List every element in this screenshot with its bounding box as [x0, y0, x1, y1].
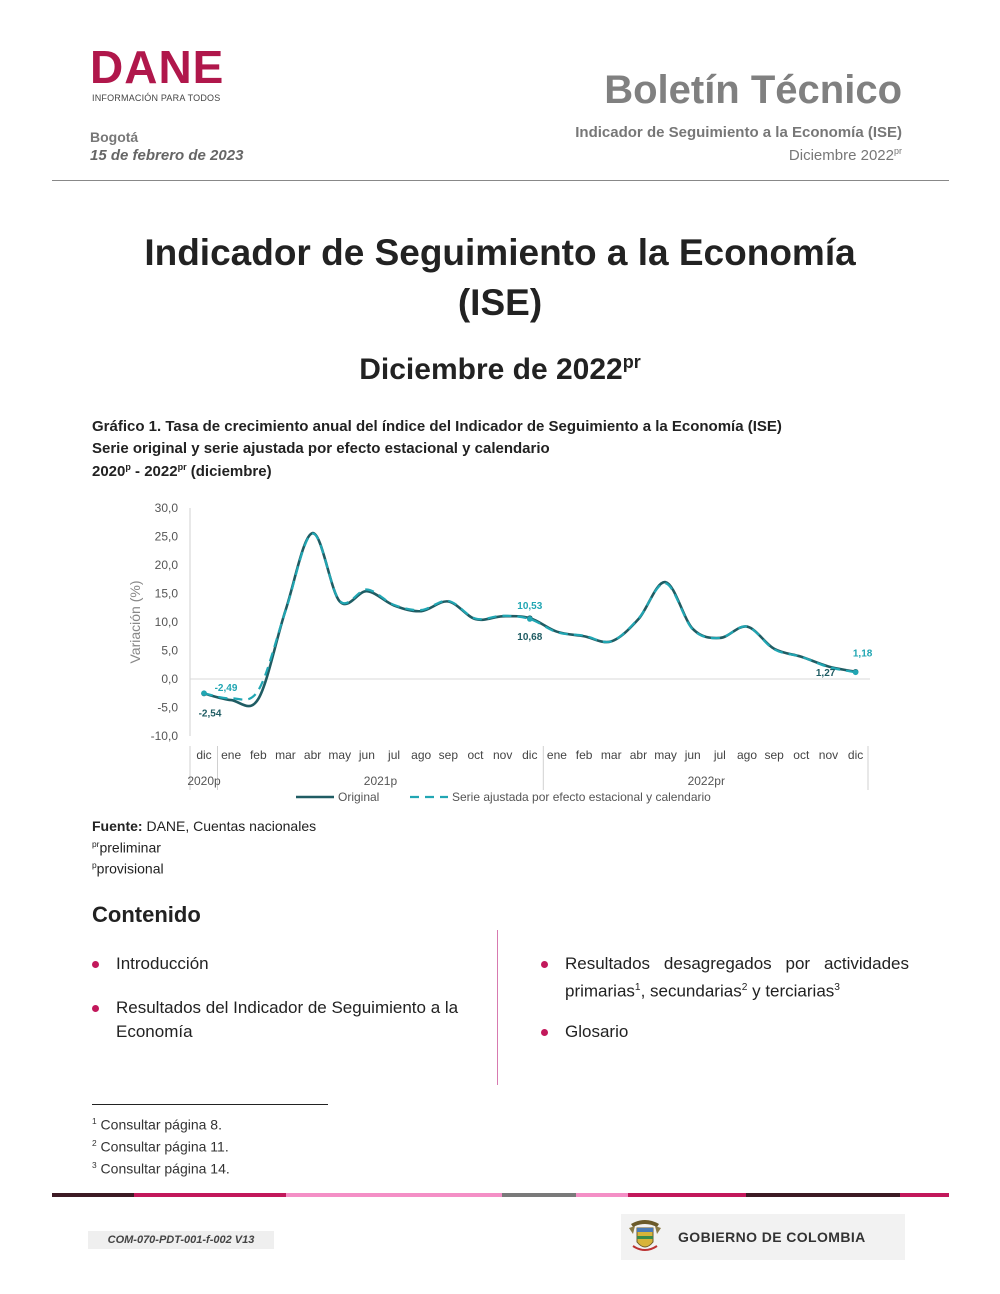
pr-note	[92, 839, 161, 856]
footer-bar-segment-7	[746, 1193, 900, 1197]
data-label: 1,18	[852, 648, 873, 660]
footer-bar-segment-6	[628, 1193, 746, 1197]
bulletin-period	[789, 146, 902, 164]
footer-bar-segment-1	[52, 1193, 134, 1197]
contents-item-resultados-desagregados[interactable]	[541, 952, 911, 1002]
x-tick-label: ene	[221, 748, 242, 762]
data-label: -2,49	[214, 683, 238, 695]
data-point-marker	[201, 690, 207, 696]
pr-sup: pr	[92, 839, 100, 849]
contents-column-divider	[497, 930, 498, 1085]
bullet-icon	[92, 1005, 99, 1012]
x-tick-label: jun	[358, 748, 375, 762]
data-label: 10,53	[517, 600, 543, 612]
contents-item-label: Resultados del Indicador de Seguimiento a la	[116, 998, 459, 1017]
legend-label-adjusted: Serie ajustada por efecto estacional y calendario	[452, 790, 711, 804]
footer-bar-segment-3	[286, 1193, 502, 1197]
bulletin-subtitle: Indicador de Seguimiento a la Economía (ISE)	[575, 124, 902, 141]
x-tick-label: ago	[411, 748, 432, 762]
page-title-line1: Indicador de Seguimiento a la Economía	[144, 232, 856, 273]
x-tick-label: mar	[600, 748, 622, 762]
y-tick-label: 15,0	[154, 586, 178, 601]
footnote-number: 2	[92, 1138, 97, 1148]
document-code: COM-070-PDT-001-f-002 V13	[88, 1231, 274, 1249]
x-tick-label: abr	[303, 748, 322, 762]
footnote-text: Consultar página 11.	[96, 1138, 229, 1155]
x-tick-label: nov	[492, 748, 513, 762]
pr-text: preliminar	[99, 839, 161, 856]
city: Bogotá	[90, 129, 139, 145]
dane-logo: DANE	[90, 41, 225, 93]
x-tick-label: ago	[736, 748, 758, 762]
footnote-3	[92, 1160, 230, 1177]
footer-bar-segment-4	[502, 1193, 576, 1197]
data-point-marker	[853, 669, 859, 675]
dane-logo-tagline: INFORMACIÓN PARA TODOS	[92, 93, 221, 103]
x-tick-label: sep	[438, 748, 459, 762]
source-label: Fuente:	[92, 818, 143, 834]
government-label: GOBIERNO DE COLOMBIA	[678, 1229, 866, 1245]
caption-sup-a: p	[125, 462, 131, 472]
ise-line-chart	[0, 490, 1000, 810]
footnote-ref-2[interactable]: 2	[741, 982, 748, 993]
subtitle-text: Diciembre de 2022	[359, 353, 623, 386]
x-tick-label: may	[328, 748, 352, 762]
footnote-number: 3	[92, 1160, 97, 1170]
y-tick-label: 20,0	[154, 558, 178, 572]
y-tick-label: 30,0	[154, 501, 178, 515]
y-tick-label: 10,0	[154, 615, 178, 629]
legend-label-original: Original	[338, 790, 380, 804]
footer-bar-segment-5	[576, 1193, 628, 1197]
y-tick-label: 0,0	[161, 672, 178, 686]
footnote-number: 1	[92, 1116, 97, 1126]
x-tick-label: dic	[847, 748, 864, 762]
caption-year-start: 2020	[92, 463, 126, 480]
caption-year-end: - 2022	[130, 463, 178, 480]
footnote-ref-3[interactable]: 3	[834, 982, 840, 993]
bulletin-title: Boletín Técnico	[604, 68, 902, 112]
source-text: DANE, Cuentas nacionales	[142, 818, 317, 834]
contents-item-label-line2	[565, 976, 840, 1004]
x-tick-label: ene	[546, 748, 567, 762]
x-tick-label: abr	[629, 748, 648, 762]
footnote-ref-1[interactable]: 1	[634, 982, 641, 993]
y-tick-label: -5,0	[157, 700, 178, 715]
contents-item-label-line2: Economía	[116, 1022, 193, 1041]
contents-title: Contenido	[92, 902, 201, 927]
x-tick-label: jun	[684, 748, 701, 762]
y-tick-label: 5,0	[161, 643, 178, 658]
y-tick-label: 25,0	[154, 529, 178, 544]
x-tick-label: nov	[818, 748, 839, 762]
primarias-text: primarias	[565, 981, 635, 1001]
x-tick-label: feb	[249, 748, 267, 762]
p-note	[92, 860, 164, 877]
p-text: provisional	[96, 860, 164, 877]
footnote-text: Consultar página 14.	[96, 1160, 230, 1177]
year-group-label: 2020p	[187, 774, 221, 788]
year-group-label: 2022pr	[687, 774, 725, 788]
page-title-line2: (ISE)	[457, 282, 543, 323]
x-tick-label: feb	[575, 748, 593, 762]
contents-item-label: Glosario	[565, 1022, 629, 1041]
contents-item-resultados-ise[interactable]	[92, 996, 487, 1046]
x-tick-label: jul	[388, 748, 401, 762]
x-tick-label: oct	[793, 748, 810, 762]
terciarias-text: y terciarias	[747, 981, 835, 1001]
bullet-icon	[92, 961, 99, 968]
secundarias-text: , secundarias	[640, 981, 742, 1001]
source-note	[92, 818, 316, 834]
data-point-marker	[527, 616, 533, 622]
footer-bar-segment-8	[900, 1193, 949, 1197]
contents-item-label: Resultados desagregados por actividades	[565, 954, 909, 973]
bullet-icon	[541, 1029, 548, 1036]
period-sup: pr	[893, 146, 902, 156]
chart-caption-line3	[92, 462, 272, 480]
x-tick-label: dic	[196, 748, 212, 762]
period-text: Diciembre 2022	[788, 147, 894, 164]
x-tick-label: dic	[522, 748, 538, 762]
x-tick-label: sep	[764, 748, 784, 762]
footnote-2	[92, 1138, 229, 1155]
p-sup: p	[92, 860, 97, 870]
footer-bar-segment-2	[134, 1193, 286, 1197]
page-subtitle	[80, 352, 920, 387]
colombia-coat-of-arms-icon	[627, 1218, 663, 1256]
page-title	[80, 228, 920, 328]
chart-caption-line2: Serie original y serie ajustada por efecto estacional y calendario	[92, 440, 550, 457]
caption-sup-b: pr	[177, 462, 187, 472]
footnote-divider	[92, 1104, 328, 1105]
y-tick-label: -10,0	[150, 729, 178, 743]
x-tick-label: oct	[467, 748, 484, 762]
chart-caption-line1: Gráfico 1. Tasa de crecimiento anual del índice del Indicador de Seguimiento a la Economía (ISE)	[92, 418, 782, 435]
bullet-icon	[541, 961, 548, 968]
data-label: 1,27	[815, 667, 836, 679]
x-tick-label: mar	[275, 748, 296, 762]
y-axis-label: Variación (%)	[127, 580, 143, 664]
x-tick-label: may	[654, 748, 677, 762]
footnote-text: Consultar página 8.	[96, 1116, 222, 1133]
footnote-1	[92, 1116, 222, 1133]
data-label: 10,68	[517, 632, 543, 644]
contents-item-label: Introducción	[116, 954, 209, 973]
subtitle-sup: pr	[622, 352, 641, 372]
header-divider	[52, 180, 949, 181]
publication-date: 15 de febrero de 2023	[90, 147, 244, 164]
year-group-label: 2021p	[363, 774, 398, 788]
caption-period: (diciembre)	[186, 463, 272, 480]
x-tick-label: jul	[713, 748, 726, 762]
data-label: -2,54	[198, 708, 222, 720]
